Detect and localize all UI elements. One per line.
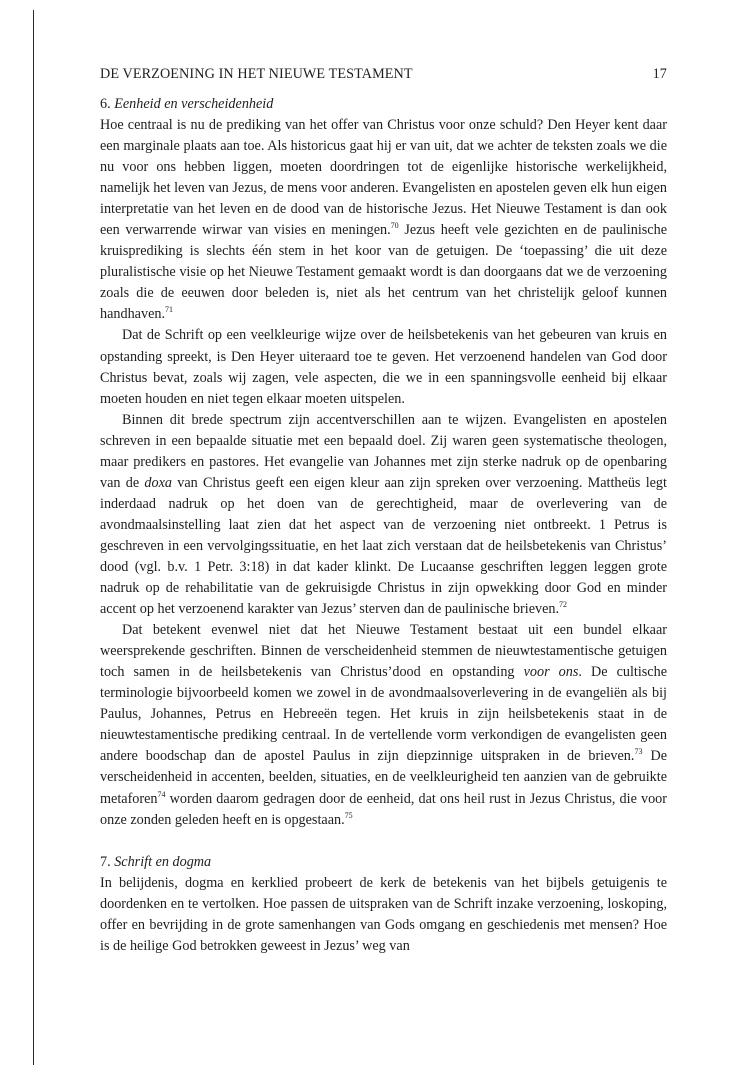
section-7-number: 7. [100,853,111,870]
section-7-heading [100,852,667,873]
footnote-ref-72[interactable]: 72 [559,600,568,610]
page-number: 17 [652,66,667,82]
paragraph-text: Jezus heeft vele gezichten en de paulinische kruisprediking is slechts één stem in het koor van de getuigen. De ‘toepassing’ die uit deze pluralistische visie op het Nieuwe Testament gemaakt wordt is dan doorgaans dat we de verzoening zoals die de eeuwen door beleden is, niet als het centrum van het christelijk geloof kunnen handhaven. [100,222,667,323]
section-6-paragraph-1 [100,115,667,325]
paragraph-text: De verscheidenheid in accenten, beelden, situaties, en de veelkleurigheid ten aanzien van de gebruikte metaforen [100,748,667,807]
section-7-title: Schrift en dogma [114,853,212,870]
footnote-ref-71[interactable]: 71 [165,305,174,315]
running-head-title: DE VERZOENING IN HET NIEUWE TESTAMENT [100,66,413,82]
document-page [100,66,667,957]
section-6-heading [100,94,667,115]
section-spacer [100,831,667,852]
paragraph-text: van Christus geeft een eigen kleur aan zijn spreken over verzoening. Mattheüs legt inderdaad nadruk op het doen van de gerechtigheid, maar de overlevering van de avondmaalsinstelling laat zien dat het aspect van de verzoening niet ontbreekt. 1 Petrus is geschreven in een vervolgingssituatie, en het laat zich verstaan dat de heilsbetekenis van Christus’ dood (vgl. b.v. 1 Petr. 3:18) in dat kader klinkt. De Lucaanse geschriften leggen leggen grote nadruk op de rehabilitatie van de gekruisigde Christus in zijn opwekking door God en minder accent op het verzoenend karakter van Jezus’ sterven dan de paulinische brieven. [100,474,667,618]
section-7-paragraph-1: In belijdenis, dogma en kerklied probeert de kerk de betekenis van het bijbels getuigenis te doordenken en te vertolken. Hoe passen de uitspraken van de Schrift inzake verzoening, loskoping, offer en bevrijding in de grote samenhangen van Gods omgang en geschiedenis met mensen? Hoe is de heilige God betrokken geweest in Jezus’ weg van [100,874,667,954]
paragraph-text: Dat betekent evenwel niet dat het Nieuwe Testament bestaat uit een bundel elkaar weersprekende geschriften. Binnen de verscheidenheid stemmen de nieuwtestamentische getuigen toch samen in de heilsbetekenis van Christus’dood en opstanding [100,622,667,681]
section-6-paragraph-4 [100,620,667,830]
section-6-title: Eenheid en verscheidenheid [114,96,274,112]
paragraph-text: worden daarom gedragen door de eenheid, dat ons heil rust in Jezus Christus, die voor onze zonden geleden heeft en is opgestaan. [100,790,667,828]
section-6-paragraph-2: Dat de Schrift op een veelkleurige wijze over de heilsbetekenis van het gebeuren van kruis en opstanding spreekt, is Den Heyer uiteraard toe te geven. Het verzoenend handelen van God door Christus bevat, zoals wij zagen, vele aspecten, die we in een spanningsvolle eenheid bij elkaar moeten houden en niet tegen elkaar moeten uitspelen. [100,327,667,407]
footnote-ref-73[interactable]: 73 [634,747,643,757]
paragraph-text: Hoe centraal is nu de prediking van het offer van Christus voor onze schuld? Den Heyer kent daar een marginale plaats aan toe. Als historicus gaat hij er van uit, dat we achter de teksten zoals we die nu voor ons hebben liggen, moeten doordringen tot de eigenlijke historische werkelijkheid, namelijk het leven van Jezus, de mens voor anderen. Evangelisten en apostelen geven elk hun eigen interpretatie van het leven en de dood van de historische Jezus. Het Nieuwe Testament is dan ook een verwarrende wirwar van visies en meningen. [100,117,667,239]
section-6-number: 6. [100,96,111,112]
italic-term-doxa: doxa [144,474,172,491]
section-6-paragraph-3 [100,410,667,620]
footnote-ref-75[interactable]: 75 [344,810,353,820]
page-edge-line [33,10,34,1065]
paragraph-text: . De cultische terminologie bijvoorbeeld komen we zowel in de avondmaalsoverlevering in de evangeliën als bij Paulus, Johannes, Petrus en Hebreeën tegen. Het kruis in zijn heilsbetekenis staat in de nieuwtestamentische prediking centraal. In de vertellende vorm verkondigen de evangelisten geen andere boodschap dan de apostel Paulus in zijn diepzinnige uitspraken in de brieven. [100,664,667,765]
italic-term-voor-ons: voor ons [523,664,579,681]
paragraph-text: Binnen dit brede spectrum zijn accentverschillen aan te wijzen. Evangelisten en apostelen schreven in een bepaalde situatie met een bepaald doel. Zij waren geen systematische theologen, maar predikers en pastores. Het evangelie van Johannes met zijn sterke nadruk op de openbaring van de [100,411,667,491]
footnote-ref-70[interactable]: 70 [390,221,399,231]
footnote-ref-74[interactable]: 74 [157,789,166,799]
running-head [100,66,667,83]
